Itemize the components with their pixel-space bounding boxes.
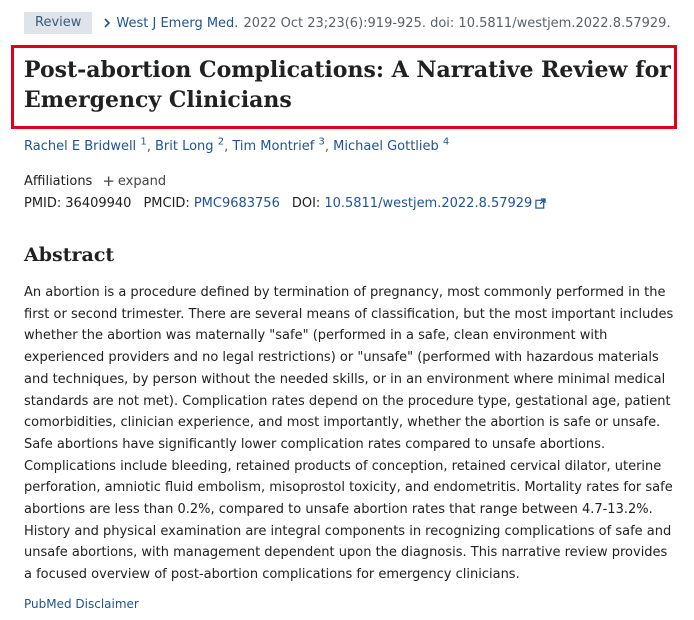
author-separator: , — [146, 139, 151, 155]
pubmed-disclaimer-link[interactable]: PubMed Disclaimer — [24, 597, 139, 611]
affiliations-toggle[interactable] — [24, 172, 166, 190]
identifiers-row — [24, 196, 546, 211]
author-list — [24, 137, 449, 154]
article-type-badge: Review — [24, 12, 92, 34]
journal-link[interactable]: West J Emerg Med. — [116, 15, 239, 31]
pmcid-label: PMCID: — [143, 196, 190, 211]
citation-details: 2022 Oct 23;23(6):919-925. doi: 10.5811/westjem.2022.8.57929. — [243, 15, 671, 31]
abstract-heading: Abstract — [24, 244, 115, 266]
affiliations-label: Affiliations — [24, 173, 93, 189]
plus-icon: + — [102, 172, 115, 190]
author-link[interactable]: Tim Montrief $^3$ — [232, 137, 325, 155]
doi-label: DOI: — [291, 196, 321, 211]
abstract-text: An abortion is a procedure defined by termination of pregnancy, most commonly performed in the first or second trimester. There are several means of classification, but the most important includes whether the abortion was maternally "safe" (performed in a safe, clean environment with experienced providers and no legal restrictions) or "unsafe" (performed with hazardous materials and techniques, by person without the needed skills, or in an environment where minimal medical standards are not met). Complication rates depend on the procedure type, gestational age, patient comorbidities, clinician experience, and most importantly, whether the abortion is safe or unsafe. Safe abortions have significantly lower complication rates compared to unsafe abortions. Complications include bleeding, retained products of conception, retained cervical dilator, uterine perforation, amniotic fluid embolism, misoprostol toxicity, and endometritis. Mortality rates for safe abortions are less than 0.2%, compared to unsafe abortion rates that range between 4.7-13.2%. History and physical examination are integral components in recognizing complications of safe and unsafe abortions, with management dependent upon the diagnosis. This narrative review provides a focused overview of post-abortion complications for emergency clinicians. — [24, 285, 674, 583]
article-title: Post-abortion Complications: A Narrative Review for Emergency Clinicians — [24, 57, 671, 113]
author-separator: , — [224, 139, 229, 155]
citation-line — [24, 11, 671, 35]
chevron-right-icon — [102, 18, 112, 28]
pmcid-link[interactable]: PMC9683756 — [193, 196, 280, 211]
doi-link[interactable]: 10.5811/westjem.2022.8.57929 — [324, 196, 533, 211]
expand-label[interactable]: expand — [117, 173, 167, 189]
author-link[interactable]: Rachel E Bridwell $^1$ — [24, 137, 147, 155]
author-link[interactable]: Michael Gottlieb $^4$ — [333, 137, 450, 155]
author-link[interactable]: Brit Long $^2$ — [154, 137, 225, 155]
pmid-label: PMID: — [24, 196, 62, 211]
pmid-value: 36409940 — [65, 196, 132, 211]
external-link-icon[interactable] — [535, 198, 546, 209]
author-separator: , — [324, 139, 329, 155]
